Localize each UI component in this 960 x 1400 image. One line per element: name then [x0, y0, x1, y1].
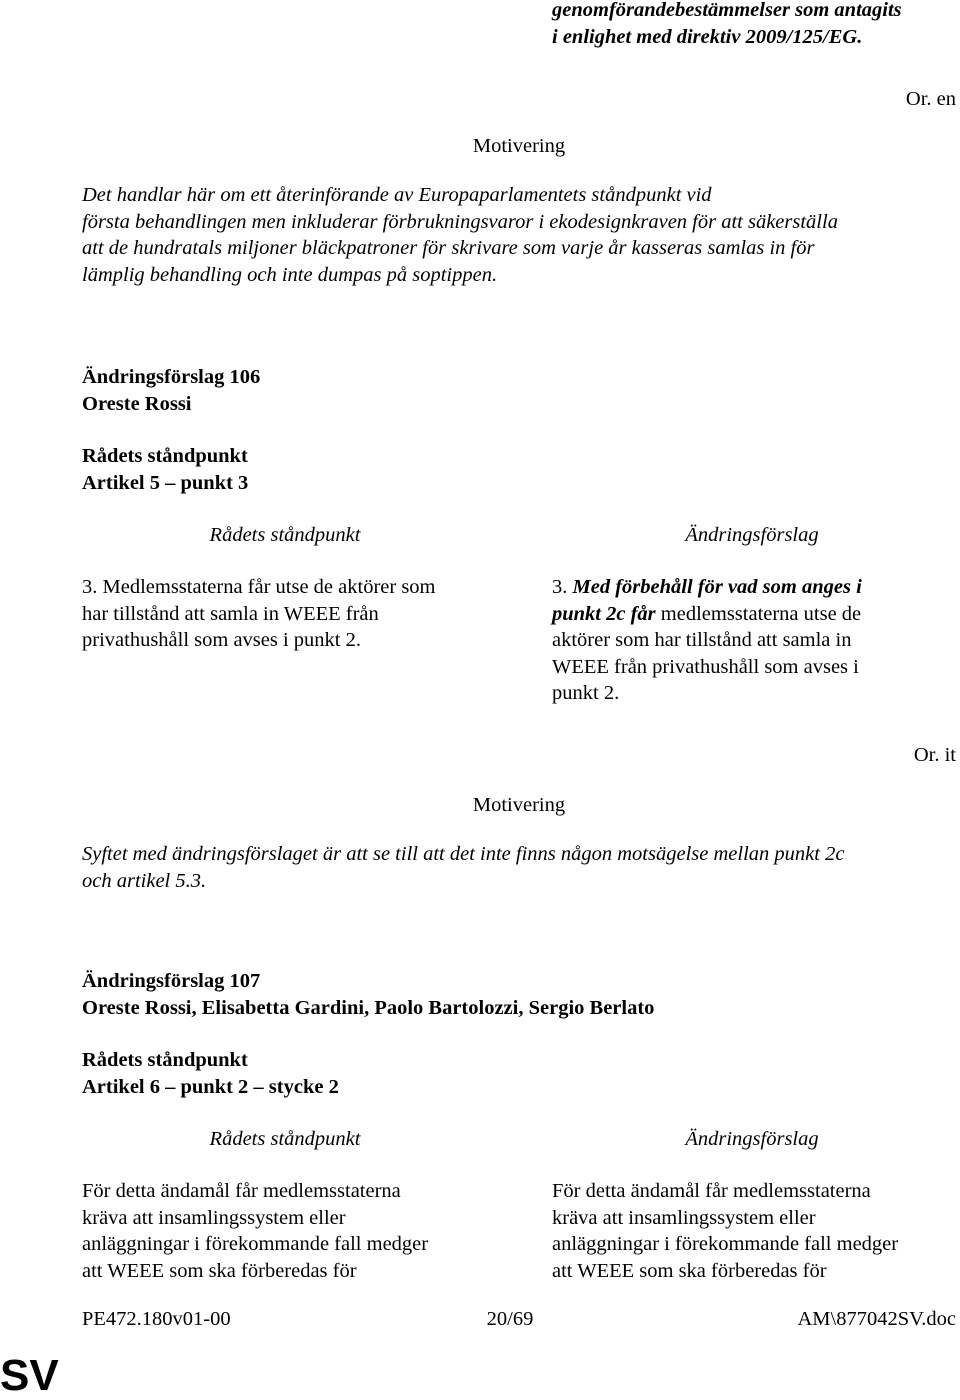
amendment-author: Oreste Rossi [82, 392, 192, 415]
justification-line: och artikel 5.3. [82, 869, 207, 892]
amendment-line: För detta ändamål får medlemsstaterna [552, 1180, 871, 1202]
justification-line: Det handlar här om ett återinförande av Europaparlamentets ståndpunkt vid [82, 184, 712, 206]
footer-language-code: SV [0, 1351, 59, 1400]
amended-text-label: Rådets ståndpunkt [82, 445, 248, 467]
council-line: har tillstånd att samla in WEEE från [82, 602, 379, 625]
amendment-number: Ändringsförslag 106 [82, 366, 261, 388]
amendment-106-reference [82, 443, 682, 496]
continued-amendment-text [552, 0, 952, 50]
original-language-en: Or. en [905, 88, 956, 110]
amendment-text-106 [552, 574, 952, 707]
footer-doc-ref: PE472.180v01-00 [82, 1308, 231, 1330]
justification-heading: Motivering [472, 794, 566, 816]
amendment-107-reference [82, 1047, 682, 1100]
amended-text-label: Rådets ståndpunkt [82, 1049, 248, 1071]
council-line: 3. Medlemsstaterna får utse de aktörer som [82, 576, 436, 598]
article-reference: Artikel 6 – punkt 2 – stycke 2 [82, 1075, 339, 1098]
column-header-amendment: Ändringsförslag [685, 524, 819, 546]
amendment-line: kräva att insamlingssystem eller [552, 1206, 816, 1229]
amendment-106-header [82, 364, 682, 417]
amendment-line: anläggningar i förekommande fall medger [552, 1233, 899, 1255]
justification-text [82, 841, 952, 894]
amendment-insertion: Med förbehåll för vad som anges i [572, 576, 862, 598]
column-header-council: Rådets ståndpunkt [209, 524, 361, 546]
amendment-line-part: 3. [552, 576, 573, 598]
justification-text [82, 182, 942, 288]
original-language-it: Or. it [913, 744, 956, 766]
amendment-number: Ändringsförslag 107 [82, 970, 261, 992]
article-reference: Artikel 5 – punkt 3 [82, 471, 249, 494]
justification-line: Syftet med ändringsförslaget är att se till att det inte finns någon motsägelse mellan punkt 2c [82, 843, 845, 865]
continued-line: i enlighet med direktiv 2009/125/EG. [552, 25, 863, 48]
amendment-line-part: medlemsstaterna utse de [655, 602, 862, 625]
amendment-line: aktörer som har tillstånd att samla in [552, 629, 852, 651]
council-line: För detta ändamål får medlemsstaterna [82, 1180, 401, 1202]
council-line: privathushåll som avses i punkt 2. [82, 629, 362, 651]
council-line: anläggningar i förekommande fall medger [82, 1233, 429, 1255]
justification-line: första behandlingen men inkluderar förbrukningsvaror i ekodesignkraven för att säkerställa [82, 210, 838, 233]
amendment-authors: Oreste Rossi, Elisabetta Gardini, Paolo Bartolozzi, Sergio Berlato [82, 996, 655, 1019]
council-line: att WEEE som ska förberedas för [82, 1259, 357, 1282]
justification-line: lämplig behandling och inte dumpas på soptippen. [82, 263, 498, 286]
justification-heading: Motivering [472, 135, 566, 157]
column-header-amendment: Ändringsförslag [685, 1128, 819, 1150]
footer-file-name: AM\877042SV.doc [797, 1308, 956, 1330]
council-line: kräva att insamlingssystem eller [82, 1206, 346, 1229]
footer-page-number: 20/69 [486, 1308, 534, 1330]
continued-line: genomförandebestämmelser som antagits [552, 0, 902, 21]
justification-line: att de hundratals miljoner bläckpatroner för skrivare som varje år kasseras samlas in för [82, 237, 815, 259]
amendment-text-107 [552, 1178, 952, 1284]
amendment-line: punkt 2. [552, 682, 620, 704]
amendment-107-header [82, 968, 942, 1021]
amendment-line [552, 574, 952, 601]
column-header-council: Rådets ståndpunkt [209, 1128, 361, 1150]
amendment-line [552, 601, 952, 628]
amendment-insertion: punkt 2c får [552, 602, 656, 625]
council-text-106 [82, 574, 512, 654]
amendment-line: att WEEE som ska förberedas för [552, 1259, 827, 1282]
council-text-107 [82, 1178, 522, 1284]
amendment-line: WEEE från privathushåll som avses i [552, 655, 859, 678]
